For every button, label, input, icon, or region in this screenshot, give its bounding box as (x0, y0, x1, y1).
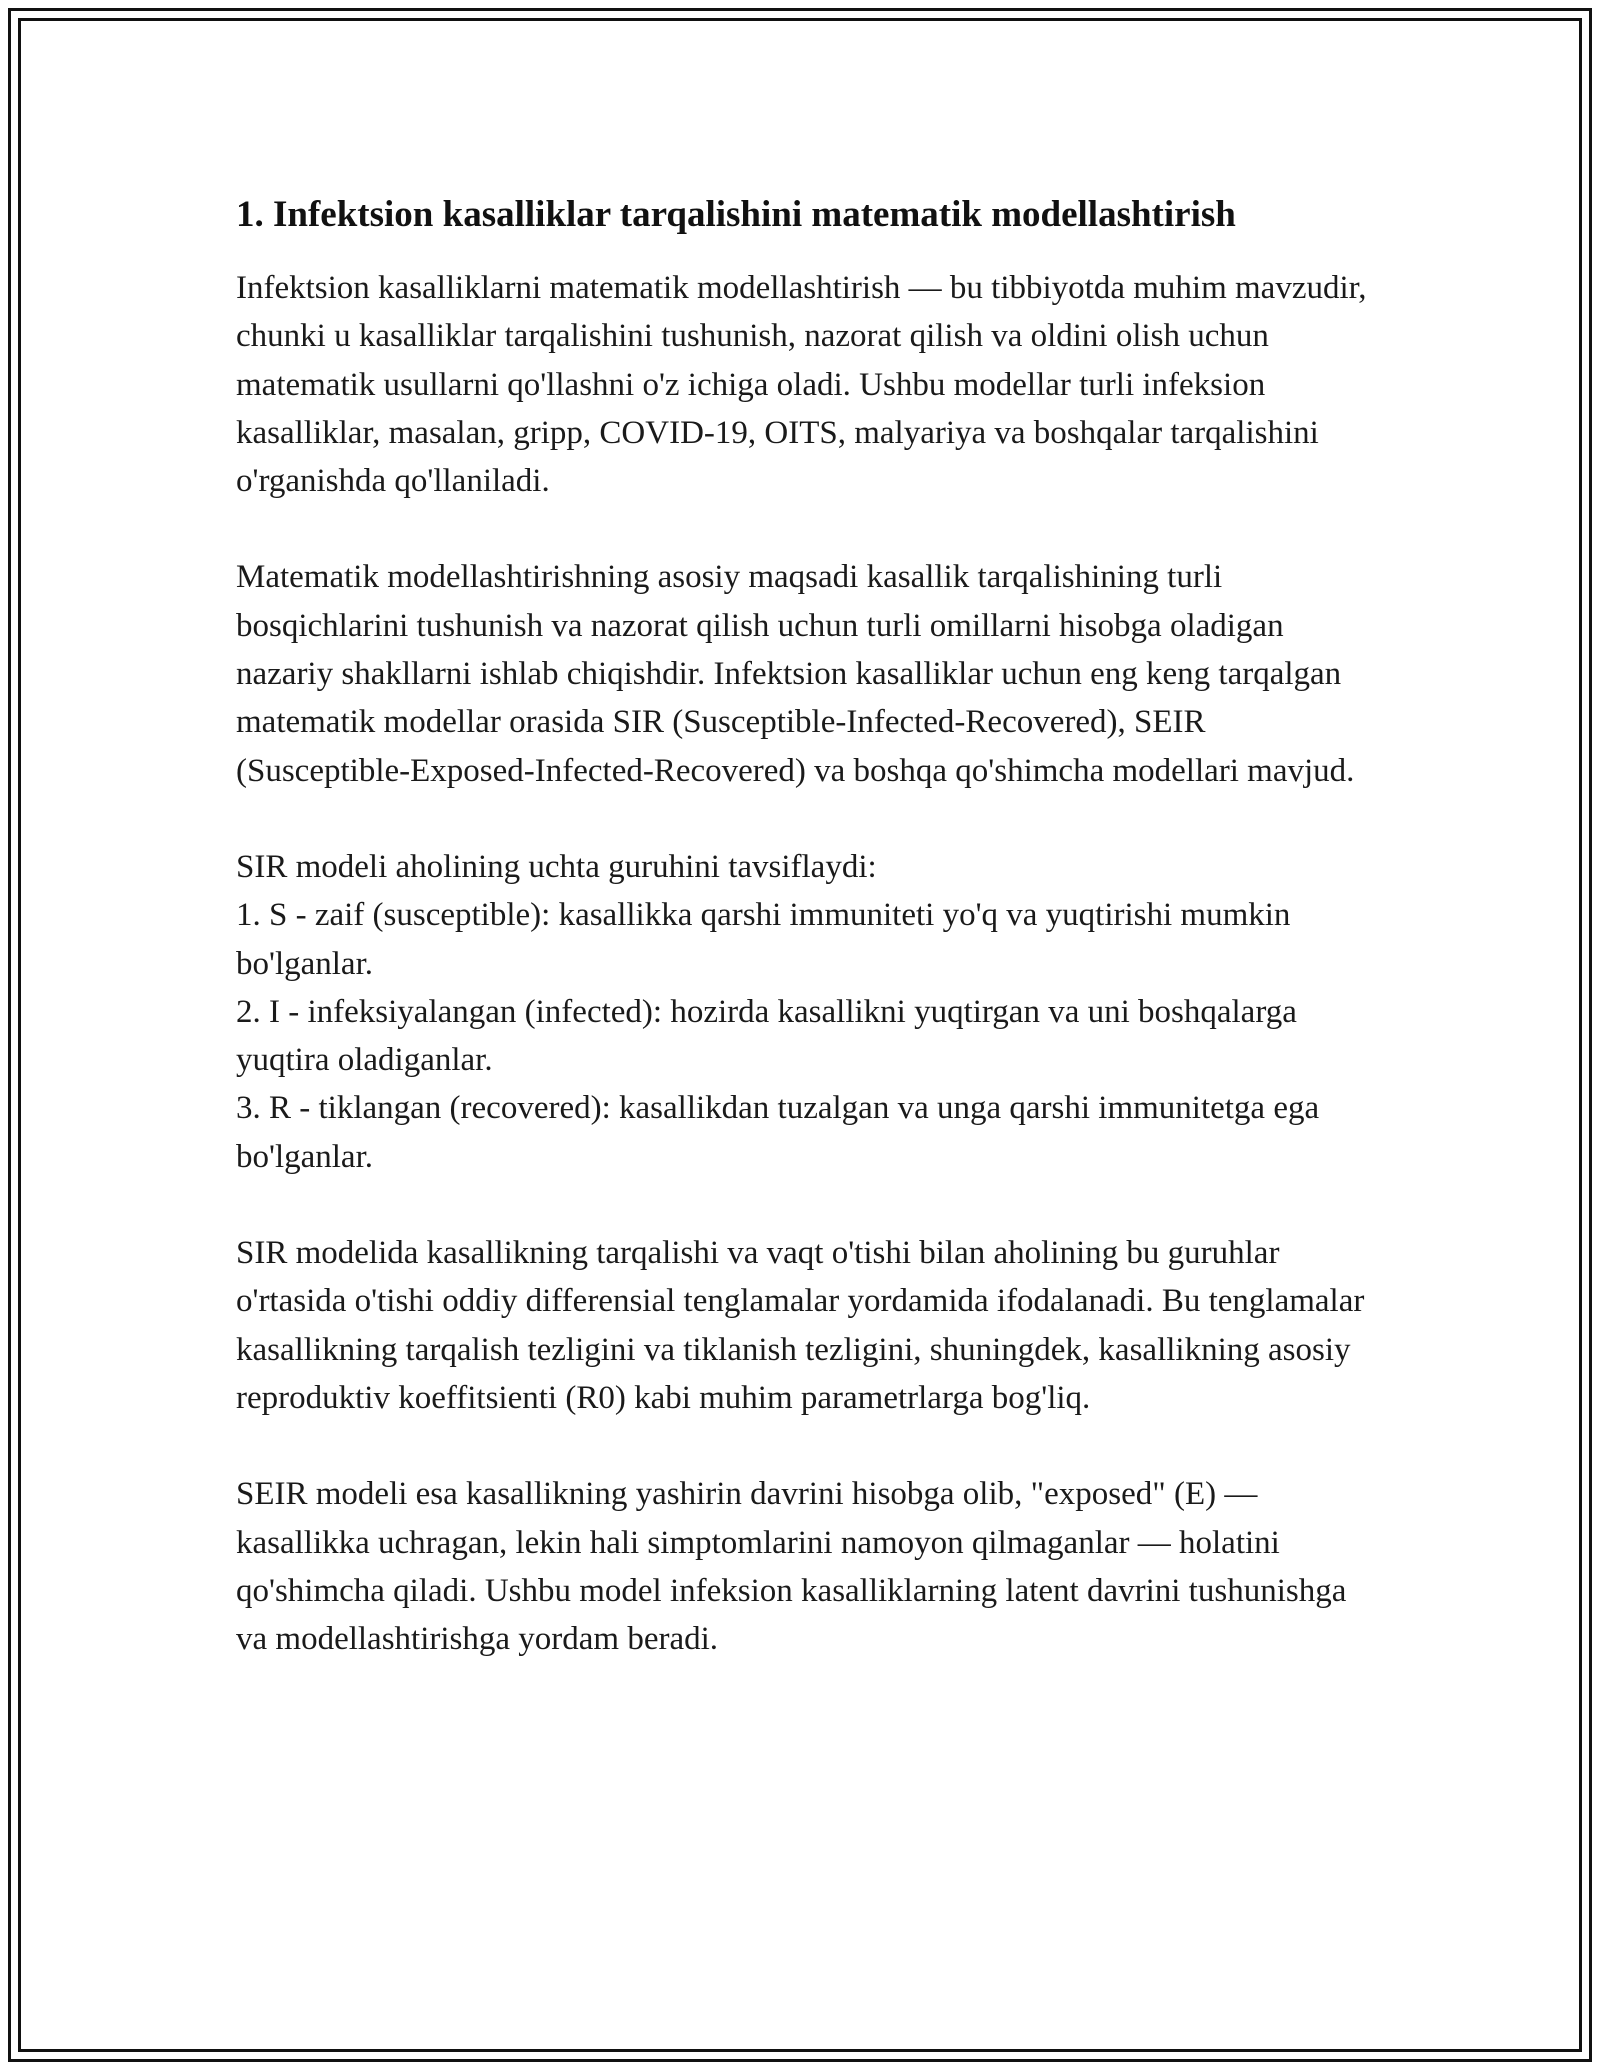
list-item-recovered: 3. R - tiklangan (recovered): kasallikdan tuzalgan va unga qarshi immunitetga ega bo'lganlar. (236, 1090, 1320, 1175)
paragraph-seir-model: SEIR modeli esa kasallikning yashirin davrini hisobga olib, "exposed" (E) — kasallikka uchragan, lekin hali simptomlarini namoyon qilmaganlar — holatini qo'shimcha qiladi. Ushbu model infeksion kasalliklarning latent davrini tushunishga va modellashtirishga yordam beradi. (236, 1476, 1347, 1658)
document-body (236, 188, 1371, 1663)
paragraph-sir-equations: SIR modelida kasallikning tarqalishi va vaqt o'tishi bilan aholining bu guruhlar o'rtasida o'tishi oddiy differensial tenglamalar yordamida ifodalanadi. Bu tenglamalar kasallikning tarqalish tezligini va tiklanish tezligini, shuningdek, kasallikning asosiy reproduktiv koeffitsienti (R0) kabi muhim parametrlarga bog'liq. (236, 1235, 1365, 1416)
sir-intro-line: SIR modeli aholining uchta guruhini tavsiflaydi: (236, 848, 877, 885)
list-item-infected: 2. I - infeksiyalangan (infected): hozirda kasallikni yuqtirgan va uni boshqalarga yuqtira oladiganlar. (236, 993, 1297, 1079)
sir-groups-block (236, 843, 1371, 1181)
paragraph-model-goal: Matematik modellashtirishning asosiy maqsadi kasallik tarqalishining turli bosqichlarini tushunish va nazorat qilish uchun turli omillarni hisobga oladigan nazariy shakllarni ishlab chiqishdir. Infektsion kasalliklar uchun eng keng tarqalgan matematik modellar orasida SIR (Susceptible-Infected-Recovered), SEIR (Susceptible-Exposed-Infected-Recovered) va boshqa qo'shimcha modellari mavjud. (236, 559, 1355, 789)
section-heading: 1. Infektsion kasalliklar tarqalishini matematik modellashtirish (236, 194, 1236, 235)
list-item-susceptible: 1. S - zaif (susceptible): kasallikka qarshi immuniteti yo'q va yuqtirishi mumkin bo'lganlar. (236, 897, 1291, 982)
paragraph-intro: Infektsion kasalliklarni matematik modellashtirish — bu tibbiyotda muhim mavzudir, chunki u kasalliklar tarqalishini tushunish, nazorat qilish va oldini olish uchun matematik usullarni qo'llashni o'z ichiga oladi. Ushbu modellar turli infeksion kasalliklar, masalan, gripp, COVID-19, OITS, malyariya va boshqalar tarqalishini o'rganishda qo'llaniladi. (236, 270, 1367, 500)
